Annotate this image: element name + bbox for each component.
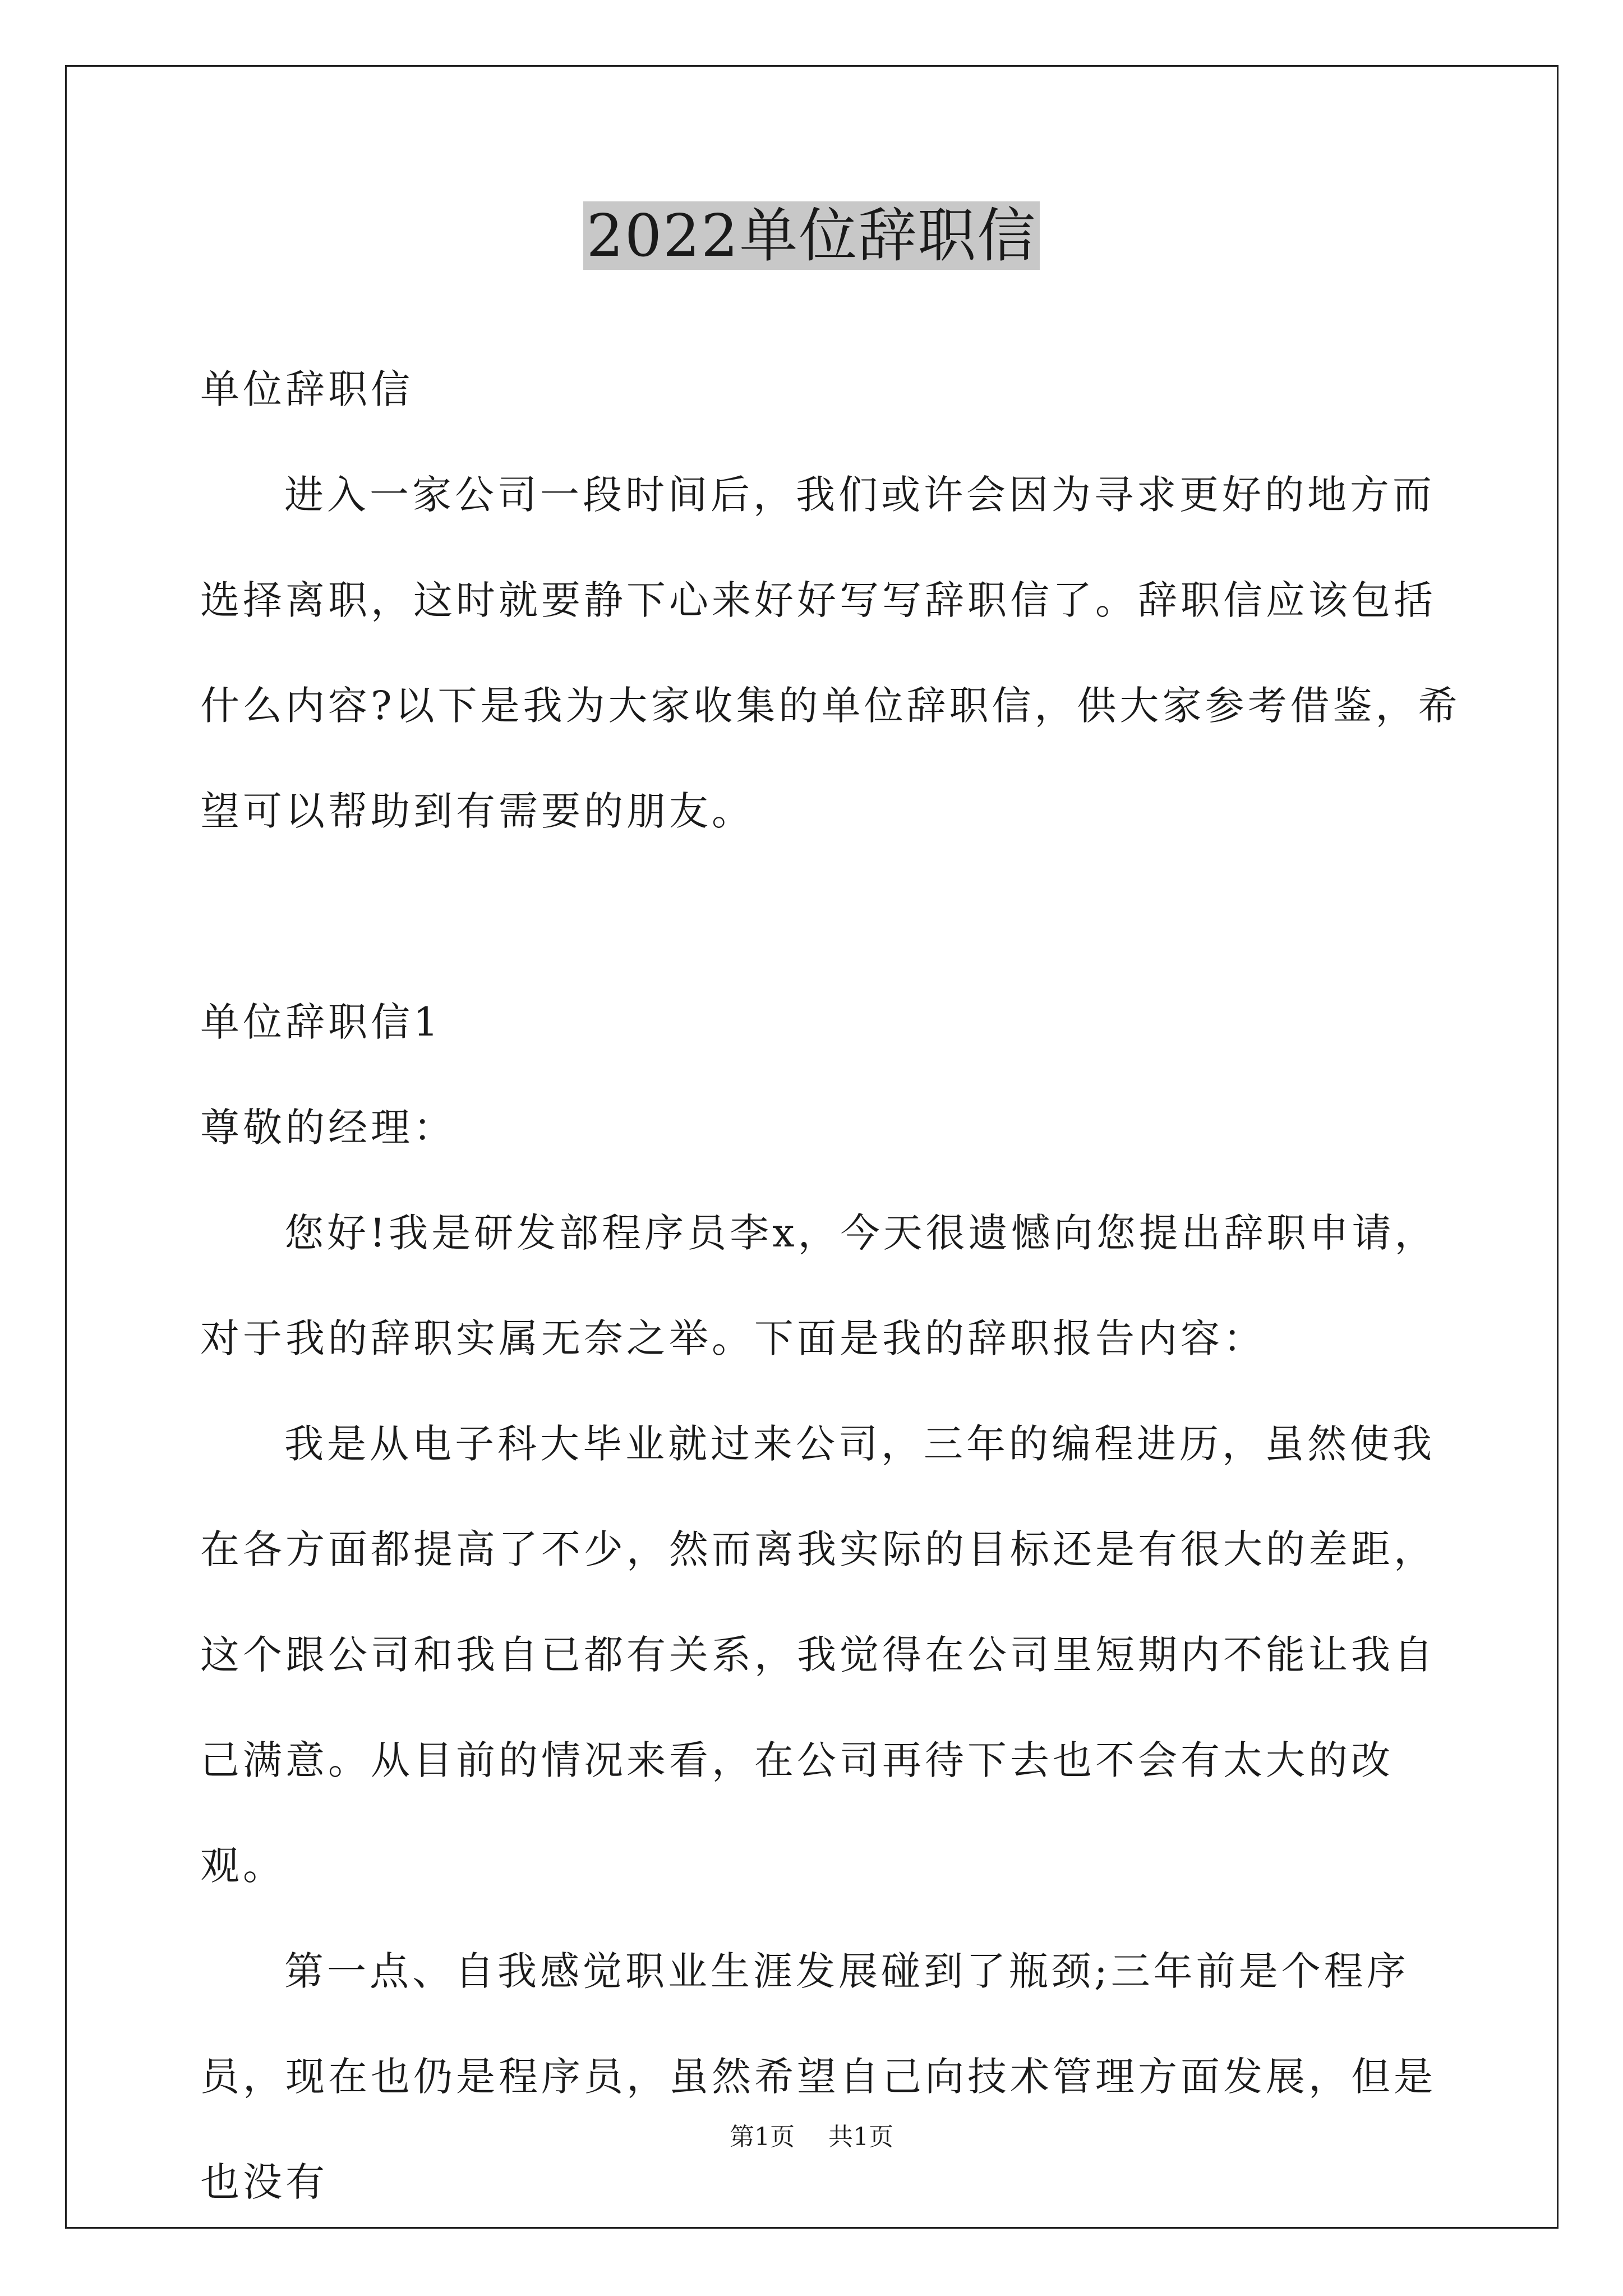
document-title xyxy=(0,199,1623,272)
section-heading: 单位辞职信 xyxy=(200,366,413,412)
title-text: 2022单位辞职信 xyxy=(583,201,1040,270)
page-number: 第1页 xyxy=(730,2123,795,2151)
page-total: 共1页 xyxy=(828,2123,893,2151)
salutation: 尊敬的经理： xyxy=(200,1105,456,1151)
body-paragraph: 我是从电子科大毕业就过来公司，三年的编程进历，虽然使我在各方面都提高了不少，然而离我实际的目标还是有很大的差距，这个跟公司和我自已都有关系，我觉得在公司里短期内不能让我自己满意。从目前的情况来看，在公司再待下去也不会有太大的改观。 xyxy=(200,1421,1436,1889)
intro-paragraph: 进入一家公司一段时间后，我们或许会因为寻求更好的地方而选择离职，这时就要静下心来好好写写辞职信了。辞职信应该包括什么内容?以下是我为大家收集的单位辞职信，供大家参考借鉴，希望可以帮助到有需要的朋友。 xyxy=(200,472,1461,834)
letter-heading: 单位辞职信1 xyxy=(200,999,442,1045)
document-body xyxy=(200,337,1462,2235)
body-paragraph: 您好!我是研发部程序员李x，今天很遗憾向您提出辞职申请，对于我的辞职实属无奈之举。下面是我的辞职报告内容： xyxy=(200,1210,1437,1361)
page-footer xyxy=(0,2120,1623,2154)
body-paragraph: 第一点、自我感觉职业生涯发展碰到了瓶颈;三年前是个程序员，现在也仍是程序员，虽然希望自己向技术管理方面发展，但是也没有 xyxy=(200,1948,1436,2205)
